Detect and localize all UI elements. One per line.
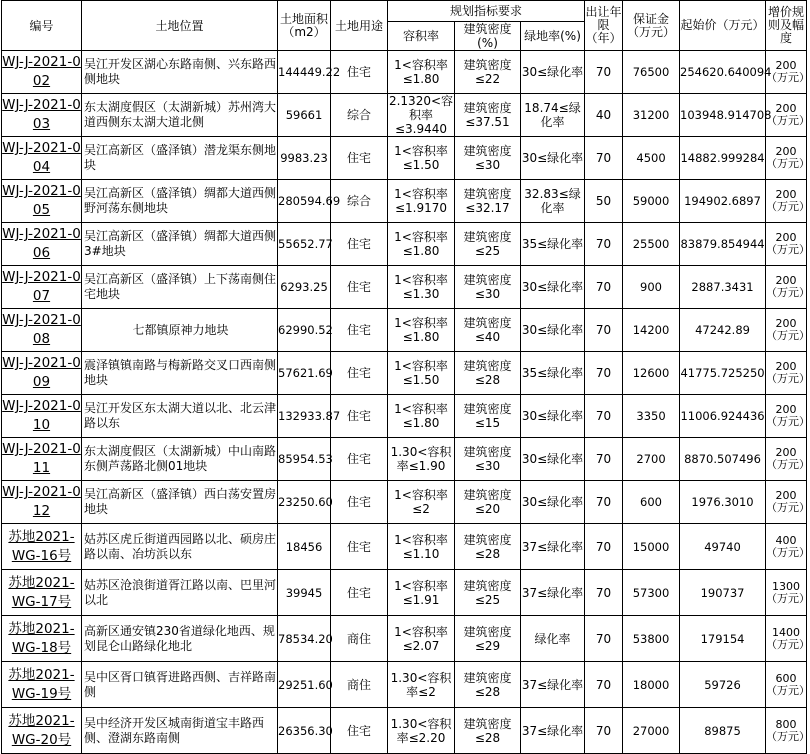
density-cell: 建筑密度≤30 <box>455 438 521 481</box>
area-cell: 26356.30 <box>278 708 331 754</box>
term-cell: 70 <box>585 309 623 352</box>
use-cell: 综合 <box>331 94 388 137</box>
start-price-cell: 14882.999284 <box>680 137 766 180</box>
term-cell: 70 <box>585 524 623 570</box>
start-price-cell: 190737 <box>680 570 766 616</box>
table-row <box>2 309 807 352</box>
table-row <box>2 94 807 137</box>
far-cell: 1<容积率≤1.30 <box>388 266 455 309</box>
term-cell: 70 <box>585 662 623 708</box>
green-cell: 32.83≤绿化率 <box>521 180 585 223</box>
parcel-code-link[interactable]: WJ-J-2021-002 <box>2 51 82 94</box>
density-cell: 建筑密度≤40 <box>455 309 521 352</box>
green-cell: 30≤绿化率 <box>521 395 585 438</box>
density-cell: 建筑密度≤29 <box>455 616 521 662</box>
use-cell: 住宅 <box>331 266 388 309</box>
density-cell: 建筑密度≤28 <box>455 524 521 570</box>
deposit-cell: 900 <box>623 266 680 309</box>
term-cell: 70 <box>585 266 623 309</box>
location-cell: 吴江高新区（盛泽镇）潜龙渠东侧地块 <box>82 137 278 180</box>
header-term: 出让年限（年） <box>585 1 623 51</box>
start-price-cell: 47242.89 <box>680 309 766 352</box>
density-cell: 建筑密度≤28 <box>455 708 521 754</box>
deposit-cell: 2700 <box>623 438 680 481</box>
area-cell: 280594.69 <box>278 180 331 223</box>
parcel-code-link[interactable]: WJ-J-2021-006 <box>2 223 82 266</box>
term-cell: 70 <box>585 570 623 616</box>
green-cell: 18.74≤绿化率 <box>521 94 585 137</box>
area-cell: 39945 <box>278 570 331 616</box>
parcel-code-link[interactable]: WJ-J-2021-007 <box>2 266 82 309</box>
far-cell: 1<容积率≤1.80 <box>388 395 455 438</box>
green-cell: 35≤绿化率 <box>521 223 585 266</box>
term-cell: 70 <box>585 616 623 662</box>
increment-cell: 600（万元） <box>766 662 807 708</box>
increment-cell: 800（万元） <box>766 708 807 754</box>
start-price-cell: 194902.6897 <box>680 180 766 223</box>
parcel-code-link[interactable]: WJ-J-2021-012 <box>2 481 82 524</box>
start-price-cell: 11006.924436 <box>680 395 766 438</box>
density-cell: 建筑密度≤30 <box>455 137 521 180</box>
increment-cell: 1300（万元） <box>766 570 807 616</box>
green-cell: 37≤绿化率 <box>521 570 585 616</box>
start-price-cell: 179154 <box>680 616 766 662</box>
increment-cell: 200（万元） <box>766 309 807 352</box>
table-row <box>2 524 807 570</box>
table-row <box>2 438 807 481</box>
table-row <box>2 180 807 223</box>
far-cell: 1.30<容积率≤2.20 <box>388 708 455 754</box>
table-row <box>2 395 807 438</box>
location-cell: 吴江高新区（盛泽镇）绸都大道西侧野河荡东侧地块 <box>82 180 278 223</box>
far-cell: 1<容积率≤1.50 <box>388 352 455 395</box>
green-cell: 30≤绿化率 <box>521 438 585 481</box>
area-cell: 57621.69 <box>278 352 331 395</box>
header-location: 土地位置 <box>82 1 278 51</box>
deposit-cell: 31200 <box>623 94 680 137</box>
location-cell: 吴江开发区东太湖大道以北、北云津路以东 <box>82 395 278 438</box>
start-price-cell: 254620.640094 <box>680 51 766 94</box>
density-cell: 建筑密度≤15 <box>455 395 521 438</box>
green-cell: 35≤绿化率 <box>521 352 585 395</box>
table-row <box>2 662 807 708</box>
far-cell: 1<容积率≤1.80 <box>388 51 455 94</box>
use-cell: 商住 <box>331 616 388 662</box>
start-price-cell: 41775.725250 <box>680 352 766 395</box>
header-code: 编号 <box>2 1 82 51</box>
use-cell: 住宅 <box>331 395 388 438</box>
use-cell: 住宅 <box>331 570 388 616</box>
increment-cell: 200（万元） <box>766 51 807 94</box>
deposit-cell: 18000 <box>623 662 680 708</box>
deposit-cell: 25500 <box>623 223 680 266</box>
increment-cell: 400（万元） <box>766 524 807 570</box>
term-cell: 70 <box>585 481 623 524</box>
far-cell: 1<容积率≤1.9170 <box>388 180 455 223</box>
far-cell: 1<容积率≤1.10 <box>388 524 455 570</box>
location-cell: 姑苏区沧浪街道胥江路以南、巴里河以北 <box>82 570 278 616</box>
use-cell: 住宅 <box>331 438 388 481</box>
table-row <box>2 51 807 94</box>
term-cell: 70 <box>585 51 623 94</box>
parcel-code-link[interactable]: 苏地2021-WG-17号 <box>2 570 82 616</box>
term-cell: 50 <box>585 180 623 223</box>
start-price-cell: 2887.3431 <box>680 266 766 309</box>
parcel-code-link[interactable]: WJ-J-2021-005 <box>2 180 82 223</box>
location-cell: 吴江高新区（盛泽镇）西白荡安置房地块 <box>82 481 278 524</box>
location-cell: 东太湖度假区（太湖新城）苏州湾大道西侧东太湖大道北侧 <box>82 94 278 137</box>
deposit-cell: 57300 <box>623 570 680 616</box>
parcel-code-link[interactable]: WJ-J-2021-009 <box>2 352 82 395</box>
green-cell: 30≤绿化率 <box>521 481 585 524</box>
parcel-code-link[interactable]: WJ-J-2021-004 <box>2 137 82 180</box>
use-cell: 商住 <box>331 662 388 708</box>
parcel-code-link[interactable]: 苏地2021-WG-19号 <box>2 662 82 708</box>
start-price-cell: 49740 <box>680 524 766 570</box>
area-cell: 55652.77 <box>278 223 331 266</box>
location-cell: 东太湖度假区（太湖新城）中山南路东侧芦荡路北侧01地块 <box>82 438 278 481</box>
increment-cell: 200（万元） <box>766 352 807 395</box>
green-cell: 30≤绿化率 <box>521 309 585 352</box>
location-cell: 震泽镇镇南路与梅新路交叉口西南侧地块 <box>82 352 278 395</box>
use-cell: 住宅 <box>331 524 388 570</box>
green-cell: 30≤绿化率 <box>521 137 585 180</box>
area-cell: 59661 <box>278 94 331 137</box>
land-auction-table <box>1 0 810 754</box>
increment-cell: 200（万元） <box>766 137 807 180</box>
header-start-price: 起始价（万元） <box>680 1 766 51</box>
far-cell: 1<容积率≤1.91 <box>388 570 455 616</box>
use-cell: 住宅 <box>331 223 388 266</box>
deposit-cell: 3350 <box>623 395 680 438</box>
far-cell: 1<容积率≤2.07 <box>388 616 455 662</box>
green-cell: 37≤绿化率 <box>521 524 585 570</box>
table-row <box>2 137 807 180</box>
increment-cell: 1400（万元） <box>766 616 807 662</box>
use-cell: 综合 <box>331 180 388 223</box>
header-green: 绿地率(%) <box>521 22 585 51</box>
area-cell: 29251.60 <box>278 662 331 708</box>
far-cell: 1.30<容积率≤2 <box>388 662 455 708</box>
table-row <box>2 266 807 309</box>
start-price-cell: 89875 <box>680 708 766 754</box>
green-cell: 37≤绿化率 <box>521 708 585 754</box>
deposit-cell: 15000 <box>623 524 680 570</box>
density-cell: 建筑密度≤20 <box>455 481 521 524</box>
parcel-code-link[interactable]: WJ-J-2021-010 <box>2 395 82 438</box>
parcel-code-link[interactable]: 苏地2021-WG-20号 <box>2 708 82 754</box>
table-row <box>2 616 807 662</box>
far-cell: 2.1320<容积率≤3.9440 <box>388 94 454 136</box>
area-cell: 18456 <box>278 524 331 570</box>
density-cell: 建筑密度≤30 <box>455 266 521 309</box>
increment-cell: 200（万元） <box>766 94 807 137</box>
increment-cell: 200（万元） <box>766 481 807 524</box>
location-cell: 吴中区胥口镇胥进路西侧、吉祥路南侧 <box>82 662 278 708</box>
parcel-code-link[interactable]: WJ-J-2021-011 <box>2 438 82 481</box>
header-use: 土地用途 <box>331 1 388 51</box>
header-increment: 增价规则及幅度 <box>766 1 807 51</box>
area-cell: 144449.22 <box>278 51 331 94</box>
far-cell: 1<容积率≤1.80 <box>388 223 455 266</box>
far-cell: 1<容积率≤2 <box>388 481 455 524</box>
term-cell: 70 <box>585 137 623 180</box>
header-area: 土地面积（m2） <box>278 1 331 51</box>
table-row <box>2 570 807 616</box>
green-cell: 绿化率 <box>521 616 585 662</box>
term-cell: 40 <box>585 94 623 137</box>
parcel-code-link[interactable]: 苏地2021-WG-18号 <box>2 616 82 662</box>
location-cell: 高新区通安镇230省道绿化地西、规划昆仑山路绿化地北 <box>82 616 278 662</box>
use-cell: 住宅 <box>331 481 388 524</box>
area-cell: 78534.20 <box>278 616 331 662</box>
area-cell: 132933.87 <box>278 395 331 438</box>
area-cell: 23250.60 <box>278 481 331 524</box>
location-cell: 吴江高新区（盛泽镇）上下荡南侧住宅地块 <box>82 266 278 309</box>
deposit-cell: 59000 <box>623 180 680 223</box>
location-cell: 七都镇原神力地块 <box>82 309 278 352</box>
location-cell: 吴江高新区（盛泽镇）绸都大道西侧3#地块 <box>82 223 278 266</box>
increment-cell: 200（万元） <box>766 395 807 438</box>
term-cell: 70 <box>585 352 623 395</box>
density-cell: 建筑密度≤25 <box>455 223 521 266</box>
table-row <box>2 708 807 754</box>
density-cell: 建筑密度≤37.51 <box>455 94 521 137</box>
use-cell: 住宅 <box>331 708 388 754</box>
green-cell: 30≤绿化率 <box>521 266 585 309</box>
increment-cell: 200（万元） <box>766 438 807 481</box>
table-row <box>2 481 807 524</box>
deposit-cell: 76500 <box>623 51 680 94</box>
parcel-code-link[interactable]: WJ-J-2021-003 <box>2 94 82 137</box>
term-cell: 70 <box>585 395 623 438</box>
deposit-cell: 4500 <box>623 137 680 180</box>
use-cell: 住宅 <box>331 309 388 352</box>
location-cell: 吴中经济开发区城南街道宝丰路西侧、澄湖东路南侧 <box>82 708 278 754</box>
table-row <box>2 223 807 266</box>
start-price-cell: 1976.3010 <box>680 481 766 524</box>
density-cell: 建筑密度≤25 <box>455 570 521 616</box>
header-far: 容积率 <box>388 22 455 51</box>
area-cell: 9983.23 <box>278 137 331 180</box>
area-cell: 62990.52 <box>278 309 331 352</box>
table-row <box>2 352 807 395</box>
use-cell: 住宅 <box>331 137 388 180</box>
deposit-cell: 53800 <box>623 616 680 662</box>
header-deposit: 保证金（万元） <box>623 1 680 51</box>
header-planning: 规划指标要求 <box>388 1 585 22</box>
deposit-cell: 14200 <box>623 309 680 352</box>
far-cell: 1<容积率≤1.80 <box>388 309 455 352</box>
increment-cell: 200（万元） <box>766 180 807 223</box>
start-price-cell: 103948.914708 <box>680 94 766 137</box>
table-body <box>2 51 810 754</box>
start-price-cell: 59726 <box>680 662 766 708</box>
location-cell: 姑苏区虎丘街道西园路以北、硕房庄路以南、冶坊浜以东 <box>82 524 278 570</box>
increment-cell: 200（万元） <box>766 266 807 309</box>
term-cell: 70 <box>585 708 623 754</box>
density-cell: 建筑密度≤28 <box>455 662 521 708</box>
far-cell: 1.30<容积率≤1.90 <box>388 438 455 481</box>
term-cell: 70 <box>585 223 623 266</box>
use-cell: 住宅 <box>331 51 388 94</box>
deposit-cell: 600 <box>623 481 680 524</box>
density-cell: 建筑密度≤28 <box>455 352 521 395</box>
term-cell: 70 <box>585 438 623 481</box>
increment-cell: 200（万元） <box>766 223 807 266</box>
area-cell: 85954.53 <box>278 438 331 481</box>
start-price-cell: 8870.507496 <box>680 438 766 481</box>
parcel-code-link[interactable]: WJ-J-2021-008 <box>2 309 82 352</box>
green-cell: 37≤绿化率 <box>521 662 585 708</box>
use-cell: 住宅 <box>331 352 388 395</box>
deposit-cell: 12600 <box>623 352 680 395</box>
far-cell: 1<容积率≤1.50 <box>388 137 455 180</box>
density-cell: 建筑密度≤32.17 <box>455 180 521 223</box>
green-cell: 30≤绿化率 <box>521 51 585 94</box>
area-cell: 6293.25 <box>278 266 331 309</box>
start-price-cell: 83879.854944 <box>680 223 766 266</box>
density-cell: 建筑密度≤22 <box>455 51 521 94</box>
location-cell: 吴江开发区湖心东路南侧、兴东路西侧地块 <box>82 51 278 94</box>
parcel-code-link[interactable]: 苏地2021-WG-16号 <box>2 524 82 570</box>
header-density: 建筑密度(%) <box>455 22 521 51</box>
deposit-cell: 27000 <box>623 708 680 754</box>
